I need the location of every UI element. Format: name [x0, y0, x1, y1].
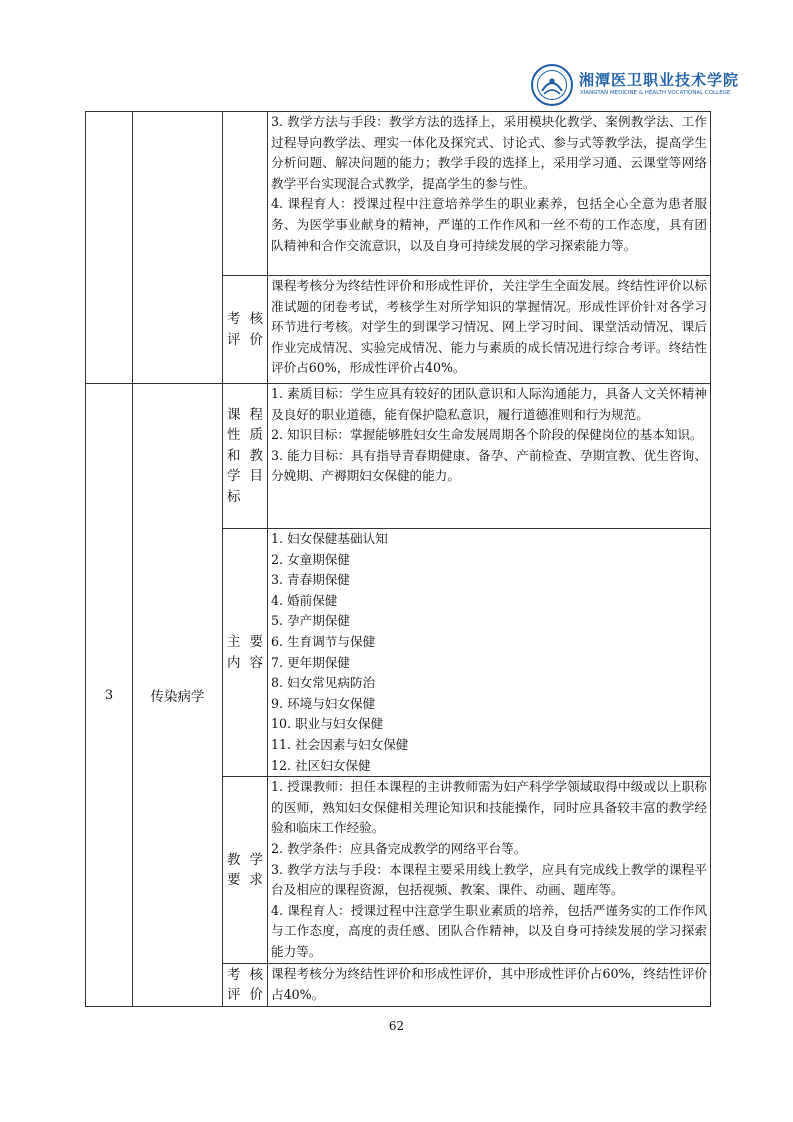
assessment-label-cell — [223, 964, 268, 1007]
prev-teaching-req-cell — [268, 112, 711, 276]
label-cell-prev-teaching — [223, 112, 268, 276]
assessment-label: 考核评价 — [227, 310, 263, 348]
teaching-label: 教学要求 — [227, 851, 263, 889]
list-item: 1. 素质目标：学生应具有较好的团队意识和人际沟通能力，具备人文关怀精神及良好的职业道德，能有保护隐私意识，履行道德准则和行为规范。 — [271, 386, 707, 422]
course-name: 传染病学 — [133, 384, 223, 1007]
assessment-cell — [268, 964, 711, 1007]
college-name-en: XIANGTAN MEDICINE & HEALTH VOCATIONAL COLLEGE — [580, 90, 731, 96]
list-item: 3. 青春期保健 — [271, 572, 350, 588]
college-seal-icon — [531, 64, 573, 106]
list-item: 11. 社会因素与妇女保健 — [271, 736, 409, 752]
list-item: 7. 更年期保健 — [271, 654, 350, 670]
list-item: 4. 课程育人：授课过程中注意学生职业素质的培养，包括严谨务实的工作作风与工作态度，高度的责任感、团队合作精神，以及自身可持续发展的学习探索能力等。 — [271, 902, 707, 959]
course-cell-prev — [133, 112, 223, 384]
table-row — [86, 112, 711, 276]
assessment-text: 课程考核分为终结性评价和形成性评价，其中形成性评价占60%，终结性评价占40%。 — [271, 966, 707, 1002]
assessment-label: 考核评价 — [227, 966, 263, 1004]
college-logo — [531, 62, 740, 108]
table-row — [86, 384, 711, 529]
course-number: 3 — [86, 384, 133, 1007]
list-item: 3. 能力目标：具有指导青春期健康、备孕、产前检查、孕期宣教、优生咨询、分娩期、产褥期妇女保健的能力。 — [271, 447, 707, 484]
college-name: 湘潭医卫职业技术学院 — [579, 71, 740, 89]
teaching-label-cell — [223, 777, 268, 964]
objectives-cell — [268, 384, 711, 529]
prev-assessment-cell — [268, 276, 711, 384]
content-label-cell — [223, 529, 268, 777]
assessment-text: 课程考核分为终结性评价和形成性评价，关注学生全面发展。终结性评价以标准试题的闭卷考试，考核学生对所学知识的掌握情况。形成性评价针对各学习环节进行考核。对学生的到课学习情况、网上学习时间、课堂活动情况、课后作业完成情况、实验完成情况、能力与素质的成长情况进行综合考评。终结性评价占60%，形成性评价占40%。 — [271, 278, 707, 376]
nature-label-cell — [223, 384, 268, 529]
number-cell-prev — [86, 112, 133, 384]
list-item: 3. 教学方法与手段：本课程主要采用线上教学，应具有完成线上教学的课程平台及相应的课程资源，包括视频、教案、课件、动画、题库等。 — [271, 861, 707, 898]
list-item: 1. 授课教师：担任本课程的主讲教师需为妇产科学学领域取得中级或以上职称的医师，熟知妇女保健相关理论知识和技能操作，同时应具备较丰富的教学经验和临床工作经验。 — [271, 779, 707, 836]
list-item: 8. 妇女常见病防治 — [271, 675, 376, 691]
page-number: 62 — [388, 1019, 405, 1033]
list-item: 3. 教学方法与手段：教学方法的选择上，采用模块化教学、案例教学法、工作过程导向教学法、理实一体化及探究式、讨论式、参与式等教学法，提高学生分析问题、解决问题的能力；教学手段的选择上，采用学习通、云课堂等网络教学平台实现混合式教学，提高学生的参与性。 — [271, 114, 707, 191]
list-item: 10. 职业与妇女保健 — [271, 716, 384, 732]
list-item: 9. 环境与妇女保健 — [271, 695, 376, 711]
contents-cell — [268, 529, 711, 777]
list-item: 6. 生育调节与保健 — [271, 633, 376, 649]
nature-label: 课程性质和教学目标 — [227, 406, 263, 505]
list-item: 4. 婚前保健 — [271, 592, 338, 608]
list-item: 4. 课程育人：授课过程中注意培养学生的职业素养，包括全心全意为患者服务、为医学事业献身的精神，严谨的工作作风和一丝不苟的工作态度，具有团队精神和合作交流意识，以及自身可持续发展的学习探索能力等。 — [271, 196, 707, 253]
assessment-label-cell-prev — [223, 276, 268, 384]
course-table — [85, 111, 711, 1007]
content-label: 主要内容 — [227, 633, 263, 671]
list-item: 2. 教学条件：应具备完成教学的网络平台等。 — [271, 840, 527, 856]
list-item: 2. 女童期保健 — [271, 551, 350, 567]
list-item: 12. 社区妇女保健 — [271, 757, 371, 773]
list-item: 1. 妇女保健基础认知 — [271, 531, 388, 546]
teaching-req-cell — [268, 777, 711, 964]
list-item: 5. 孕产期保健 — [271, 613, 350, 629]
list-item: 2. 知识目标：掌握能够胜妇女生命发展周期各个阶段的保健岗位的基本知识。 — [271, 427, 703, 443]
